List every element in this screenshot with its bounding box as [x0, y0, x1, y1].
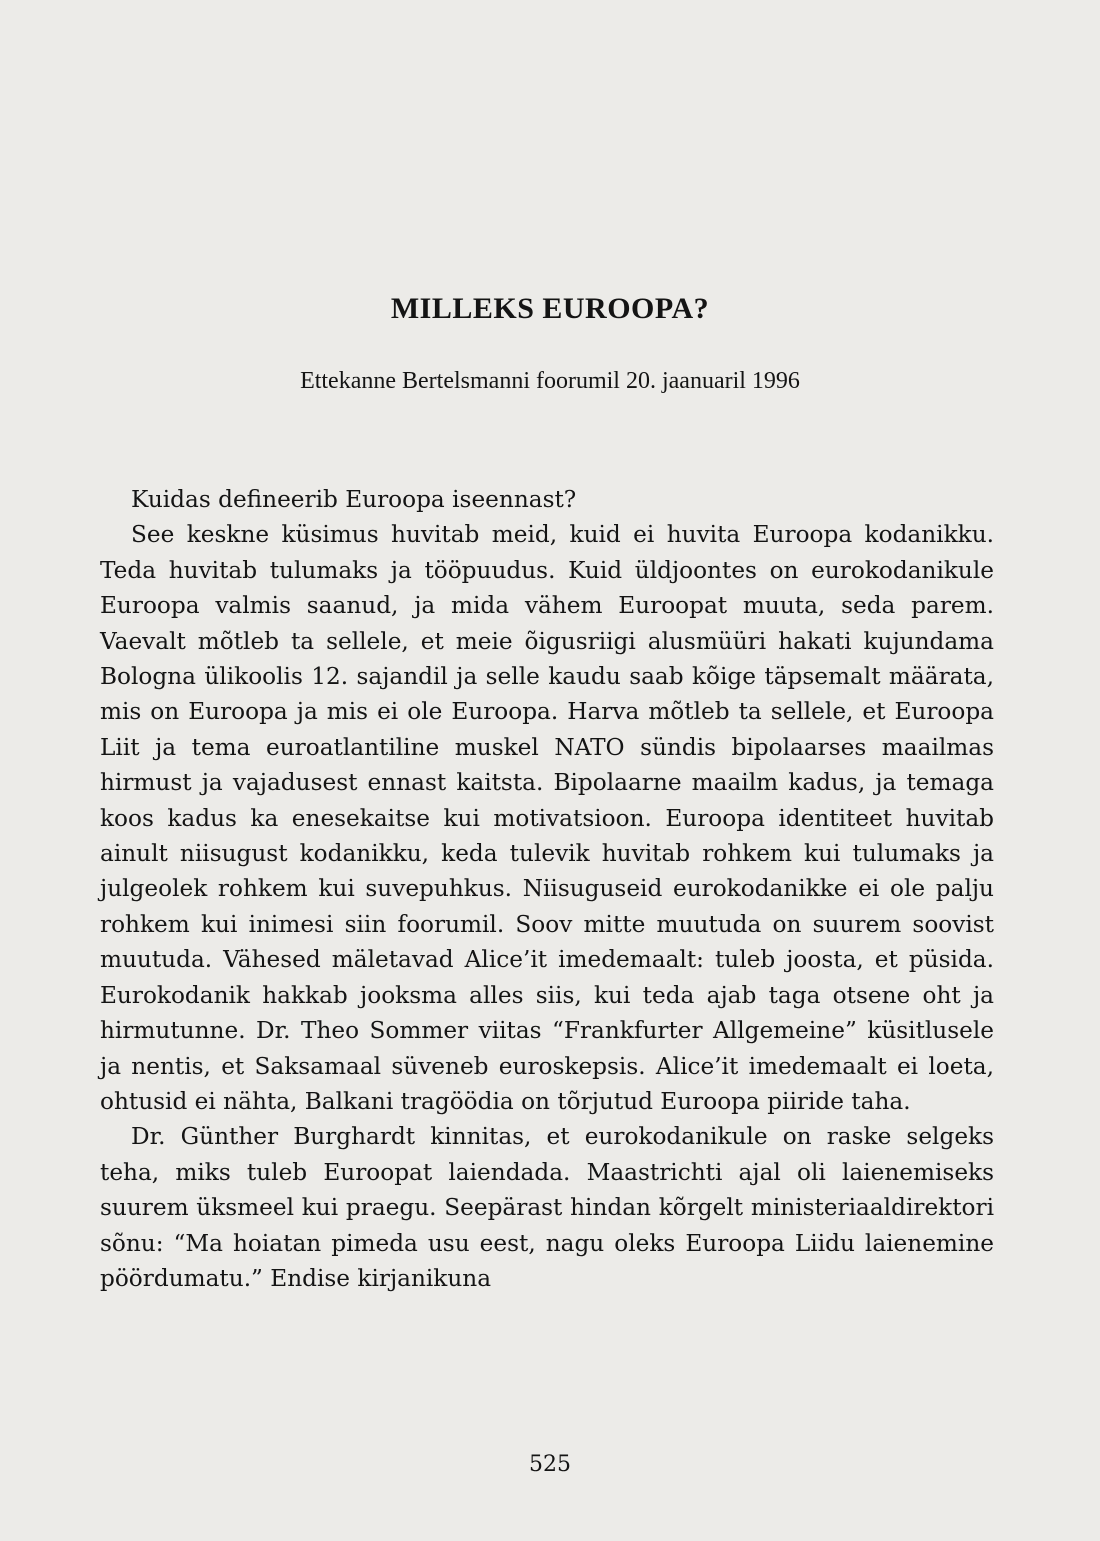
page-number: 525	[529, 1452, 571, 1477]
body-text	[100, 482, 994, 1296]
paragraph: See keskne küsimus huvitab meid, kuid ei huvita Euroopa kodanikku. Teda huvitab tulumaks ja tööpuudus. Kuid üldjoontes on eurokodanikule Euroopa valmis saanud, ja mida vähem Euroopat muuta, seda parem. Vaevalt mõtleb ta sellele, et meie õigusriigi alusmüüri hakati kujundama Bologna ülikoolis 12. sajandil ja selle kaudu saab kõige täpsemalt määrata, mis on Euroopa ja mis ei ole Euroopa. Harva mõtleb ta sellele, et Euroopa Liit ja tema euroatlantiline muskel NATO sündis bipolaarses maailmas hirmust ja vajadusest ennast kaitsta. Bipolaarne maailm kadus, ja temaga koos kadus ka enesekaitse kui motivatsioon. Euroopa identiteet huvitab ainult niisugust kodanikku, keda tulevik huvitab rohkem kui tulumaks ja julgeolek rohkem kui suvepuhkus. Niisuguseid eurokodanikke ei ole palju rohkem kui inimesi siin foorumil. Soov mitte muutuda on suurem soovist muutuda. Vähesed mäletavad Alice’it imedemaalt: tuleb joosta, et püsida. Eurokodanik hakkab jooksma alles siis, kui teda ajab taga otsene oht ja hirmutunne. Dr. Theo Sommer viitas “Frankfurter Allgemeine” küsitlusele ja nentis, et Saksamaal süveneb euroskepsis. Alice’it imedemaalt ei loeta, ohtusid ei nähta, Balkani tragöödia on tõrjutud Euroopa piiride taha.	[100, 521, 994, 1115]
paragraph: Dr. Günther Burghardt kinnitas, et eurokodanikule on raske selgeks teha, miks tuleb Euroopat laiendada. Maastrichti ajal oli laienemiseks suurem üksmeel kui praegu. Seepärast hindan kõrgelt ministeriaaldirektori sõnu: “Ma hoiatan pimeda usu eest, nagu oleks Euroopa Liidu laienemine pöördumatu.” Endise kirjanikuna	[100, 1123, 994, 1292]
paragraph: Kuidas defineerib Euroopa iseennast?	[131, 486, 577, 513]
page-title: MILLEKS EUROOPA?	[390, 292, 710, 325]
page-subtitle: Ettekanne Bertelsmanni foorumil 20. jaanuaril 1996	[300, 368, 800, 394]
